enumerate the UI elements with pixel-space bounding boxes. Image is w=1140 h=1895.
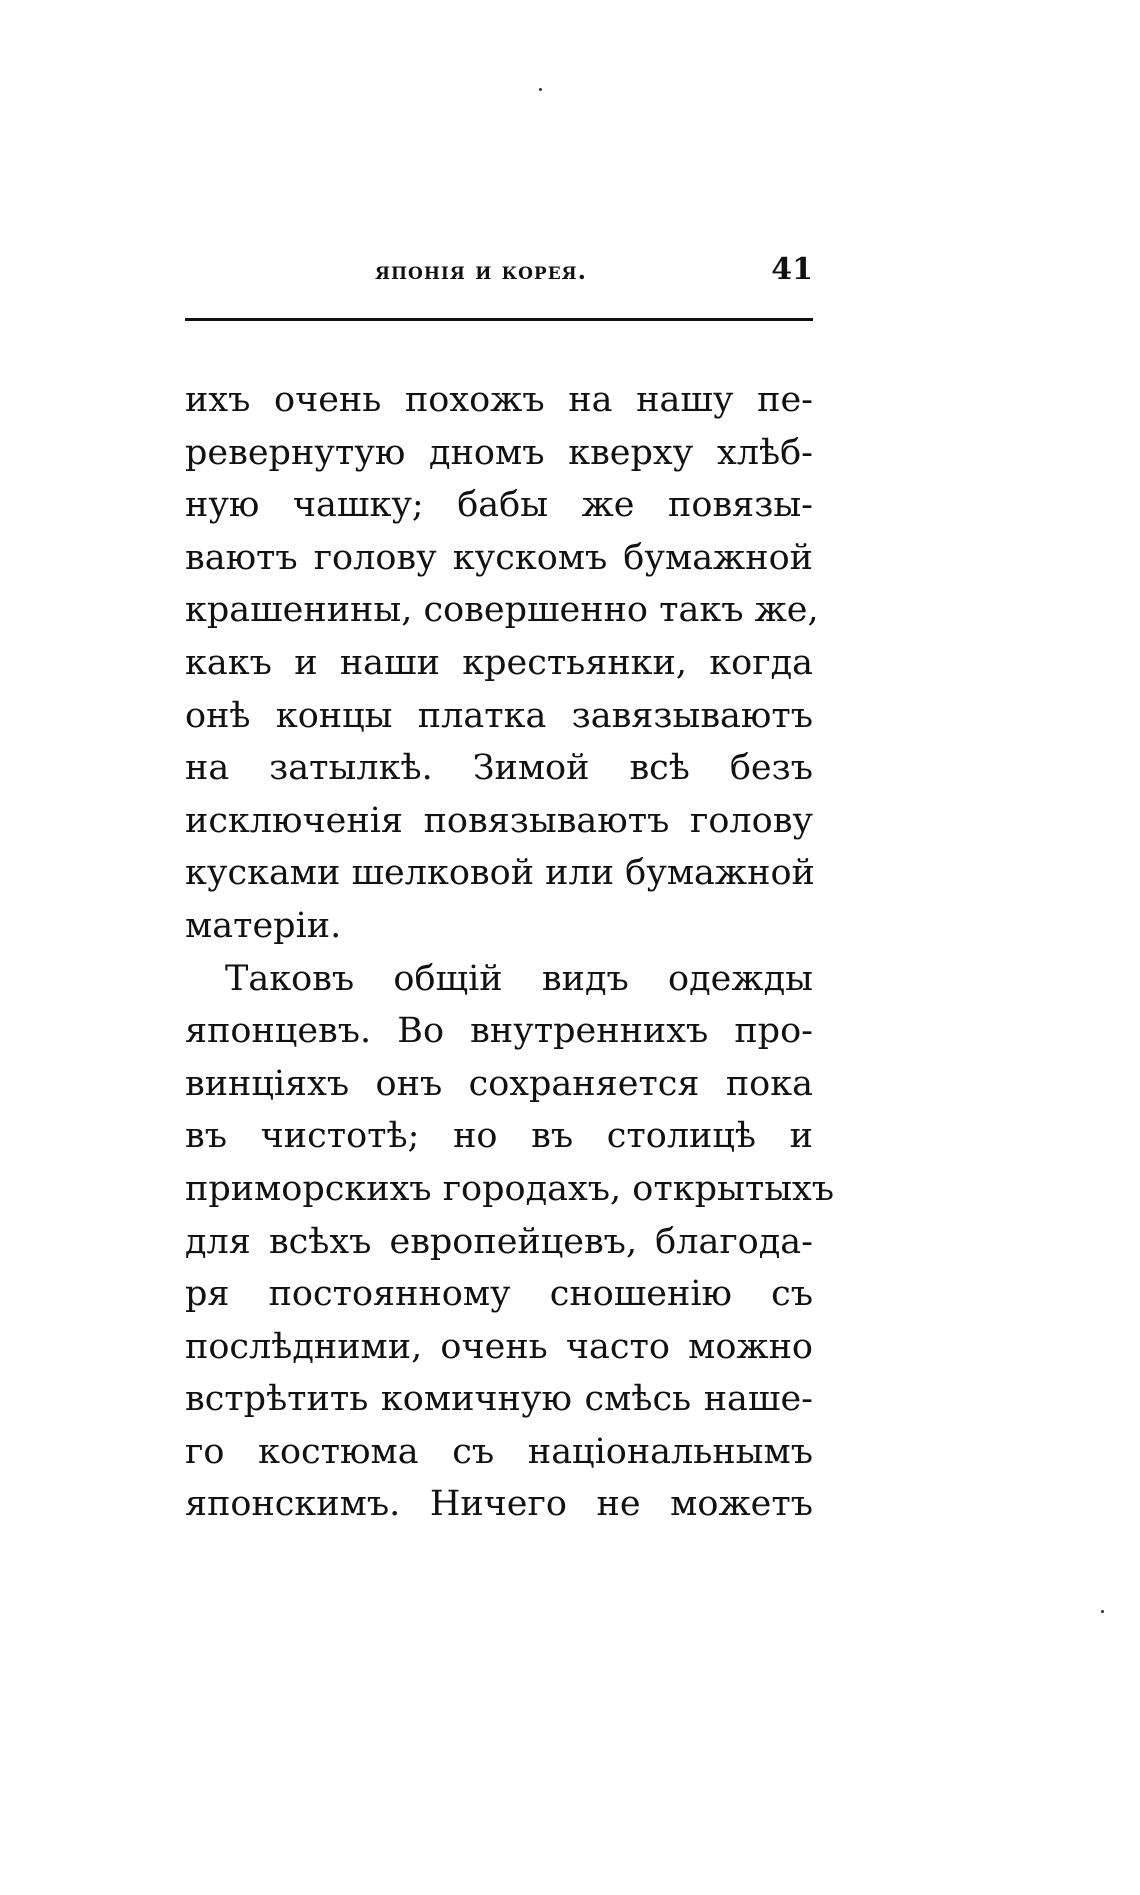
ink-speck xyxy=(1101,1610,1104,1613)
text-line: японцевъ. Во внутреннихъ про- xyxy=(185,1011,813,1052)
header-rule xyxy=(185,318,813,321)
body-text xyxy=(185,374,835,1531)
page-number: 41 xyxy=(771,252,813,287)
text-line: матеріи. xyxy=(185,905,342,946)
page-header xyxy=(185,252,813,292)
text-line: Таковъ общій видъ одежды xyxy=(225,958,813,999)
text-line: ихъ очень похожъ на нашу пе- xyxy=(185,380,813,420)
text-line: исключенія повязываютъ голову xyxy=(185,800,813,841)
text-line: приморскихъ городахъ, открытыхъ xyxy=(185,1168,835,1209)
running-title: японія и корея. xyxy=(375,256,587,285)
text-line: на затылкѣ. Зимой всѣ безъ xyxy=(185,748,813,789)
text-line: онѣ концы платка завязываютъ xyxy=(185,695,813,736)
text-line: какъ и наши крестьянки, когда xyxy=(185,642,813,683)
text-line: въ чистотѣ; но въ столицѣ и xyxy=(185,1116,813,1157)
text-line: ваютъ голову кускомъ бумажной xyxy=(185,537,813,578)
text-line: ревернутую дномъ кверху хлѣб- xyxy=(185,432,813,473)
text-line: послѣдними, очень часто можно xyxy=(185,1326,813,1367)
text-line: ную чашку; бабы же повязы- xyxy=(185,485,813,526)
text-line: для всѣхъ европейцевъ, благода- xyxy=(185,1221,813,1262)
text-line: го костюма съ національнымъ xyxy=(185,1431,813,1472)
ink-speck xyxy=(539,88,542,91)
text-line: крашенины, совершенно такъ же, xyxy=(185,590,819,631)
text-line: встрѣтить комичную смѣсь наше- xyxy=(185,1379,813,1420)
text-line: японскимъ. Ничего не можетъ xyxy=(185,1484,813,1525)
text-line: кусками шелковой или бумажной xyxy=(185,853,815,894)
text-line: ря постоянному сношенію съ xyxy=(185,1274,813,1315)
paragraph-1 xyxy=(185,374,819,953)
text-line: винціяхъ онъ сохраняется пока xyxy=(185,1063,813,1104)
paragraph-2 xyxy=(185,953,835,1532)
